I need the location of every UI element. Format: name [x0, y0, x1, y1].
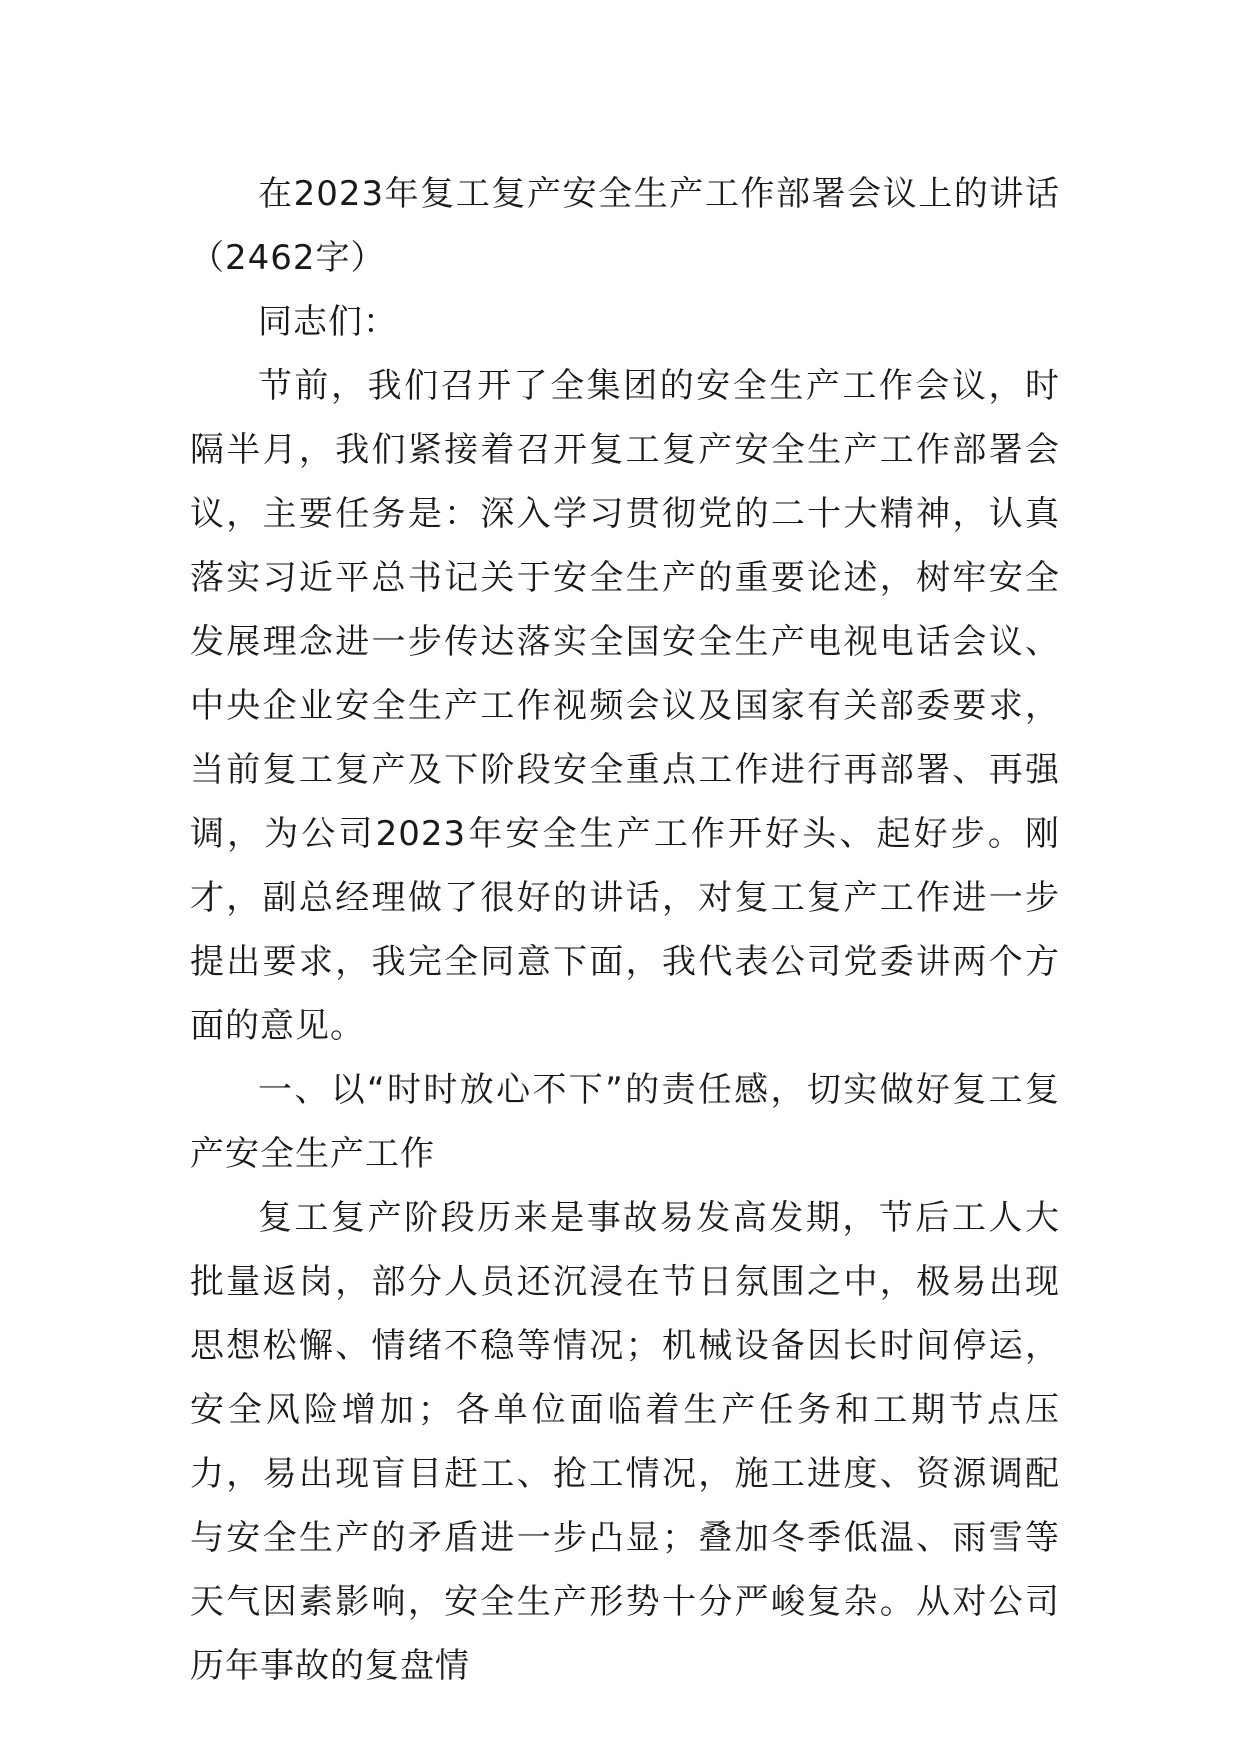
- salutation: 同志们：: [258, 302, 398, 342]
- section-heading-1: 一、以“时时放心不下”的责任感，切实做好复工复产安全生产工作: [190, 1070, 1060, 1174]
- paragraph-intro: 节前，我们召开了全集团的安全生产工作会议，时隔半月，我们紧接着召开复工复产安全生产工作部署会议，主要任务是：深入学习贯彻党的二十大精神，认真落实习近平总书记关于安全生产的重要论述，树牢安全发展理念进一步传达落实全国安全生产电视电话会议、中央企业安全生产工作视频会议及国家有关部委要求，当前复工复产及下阶段安全重点工作进行再部署、再强调，为公司2023年安全生产工作开好头、起好步。刚才，副总经理做了很好的讲话，对复工复产工作进一步提出要求，我完全同意下面，我代表公司党委讲两个方面的意见。: [190, 366, 1060, 1046]
- paragraph-section-1: 复工复产阶段历来是事故易发高发期，节后工人大批量返岗，部分人员还沉浸在节日氛围之中，极易出现思想松懈、情绪不稳等情况；机械设备因长时间停运，安全风险增加；各单位面临着生产任务和工期节点压力，易出现盲目赶工、抢工情况，施工进度、资源调配与安全生产的矛盾进一步凸显；叠加冬季低温、雨雪等天气因素影响，安全生产形势十分严峻复杂。从对公司历年事故的复盘情: [190, 1198, 1060, 1686]
- document-body: [190, 162, 1060, 1698]
- document-title: 在2023年复工复产安全生产工作部署会议上的讲话（2462字）: [190, 174, 1060, 278]
